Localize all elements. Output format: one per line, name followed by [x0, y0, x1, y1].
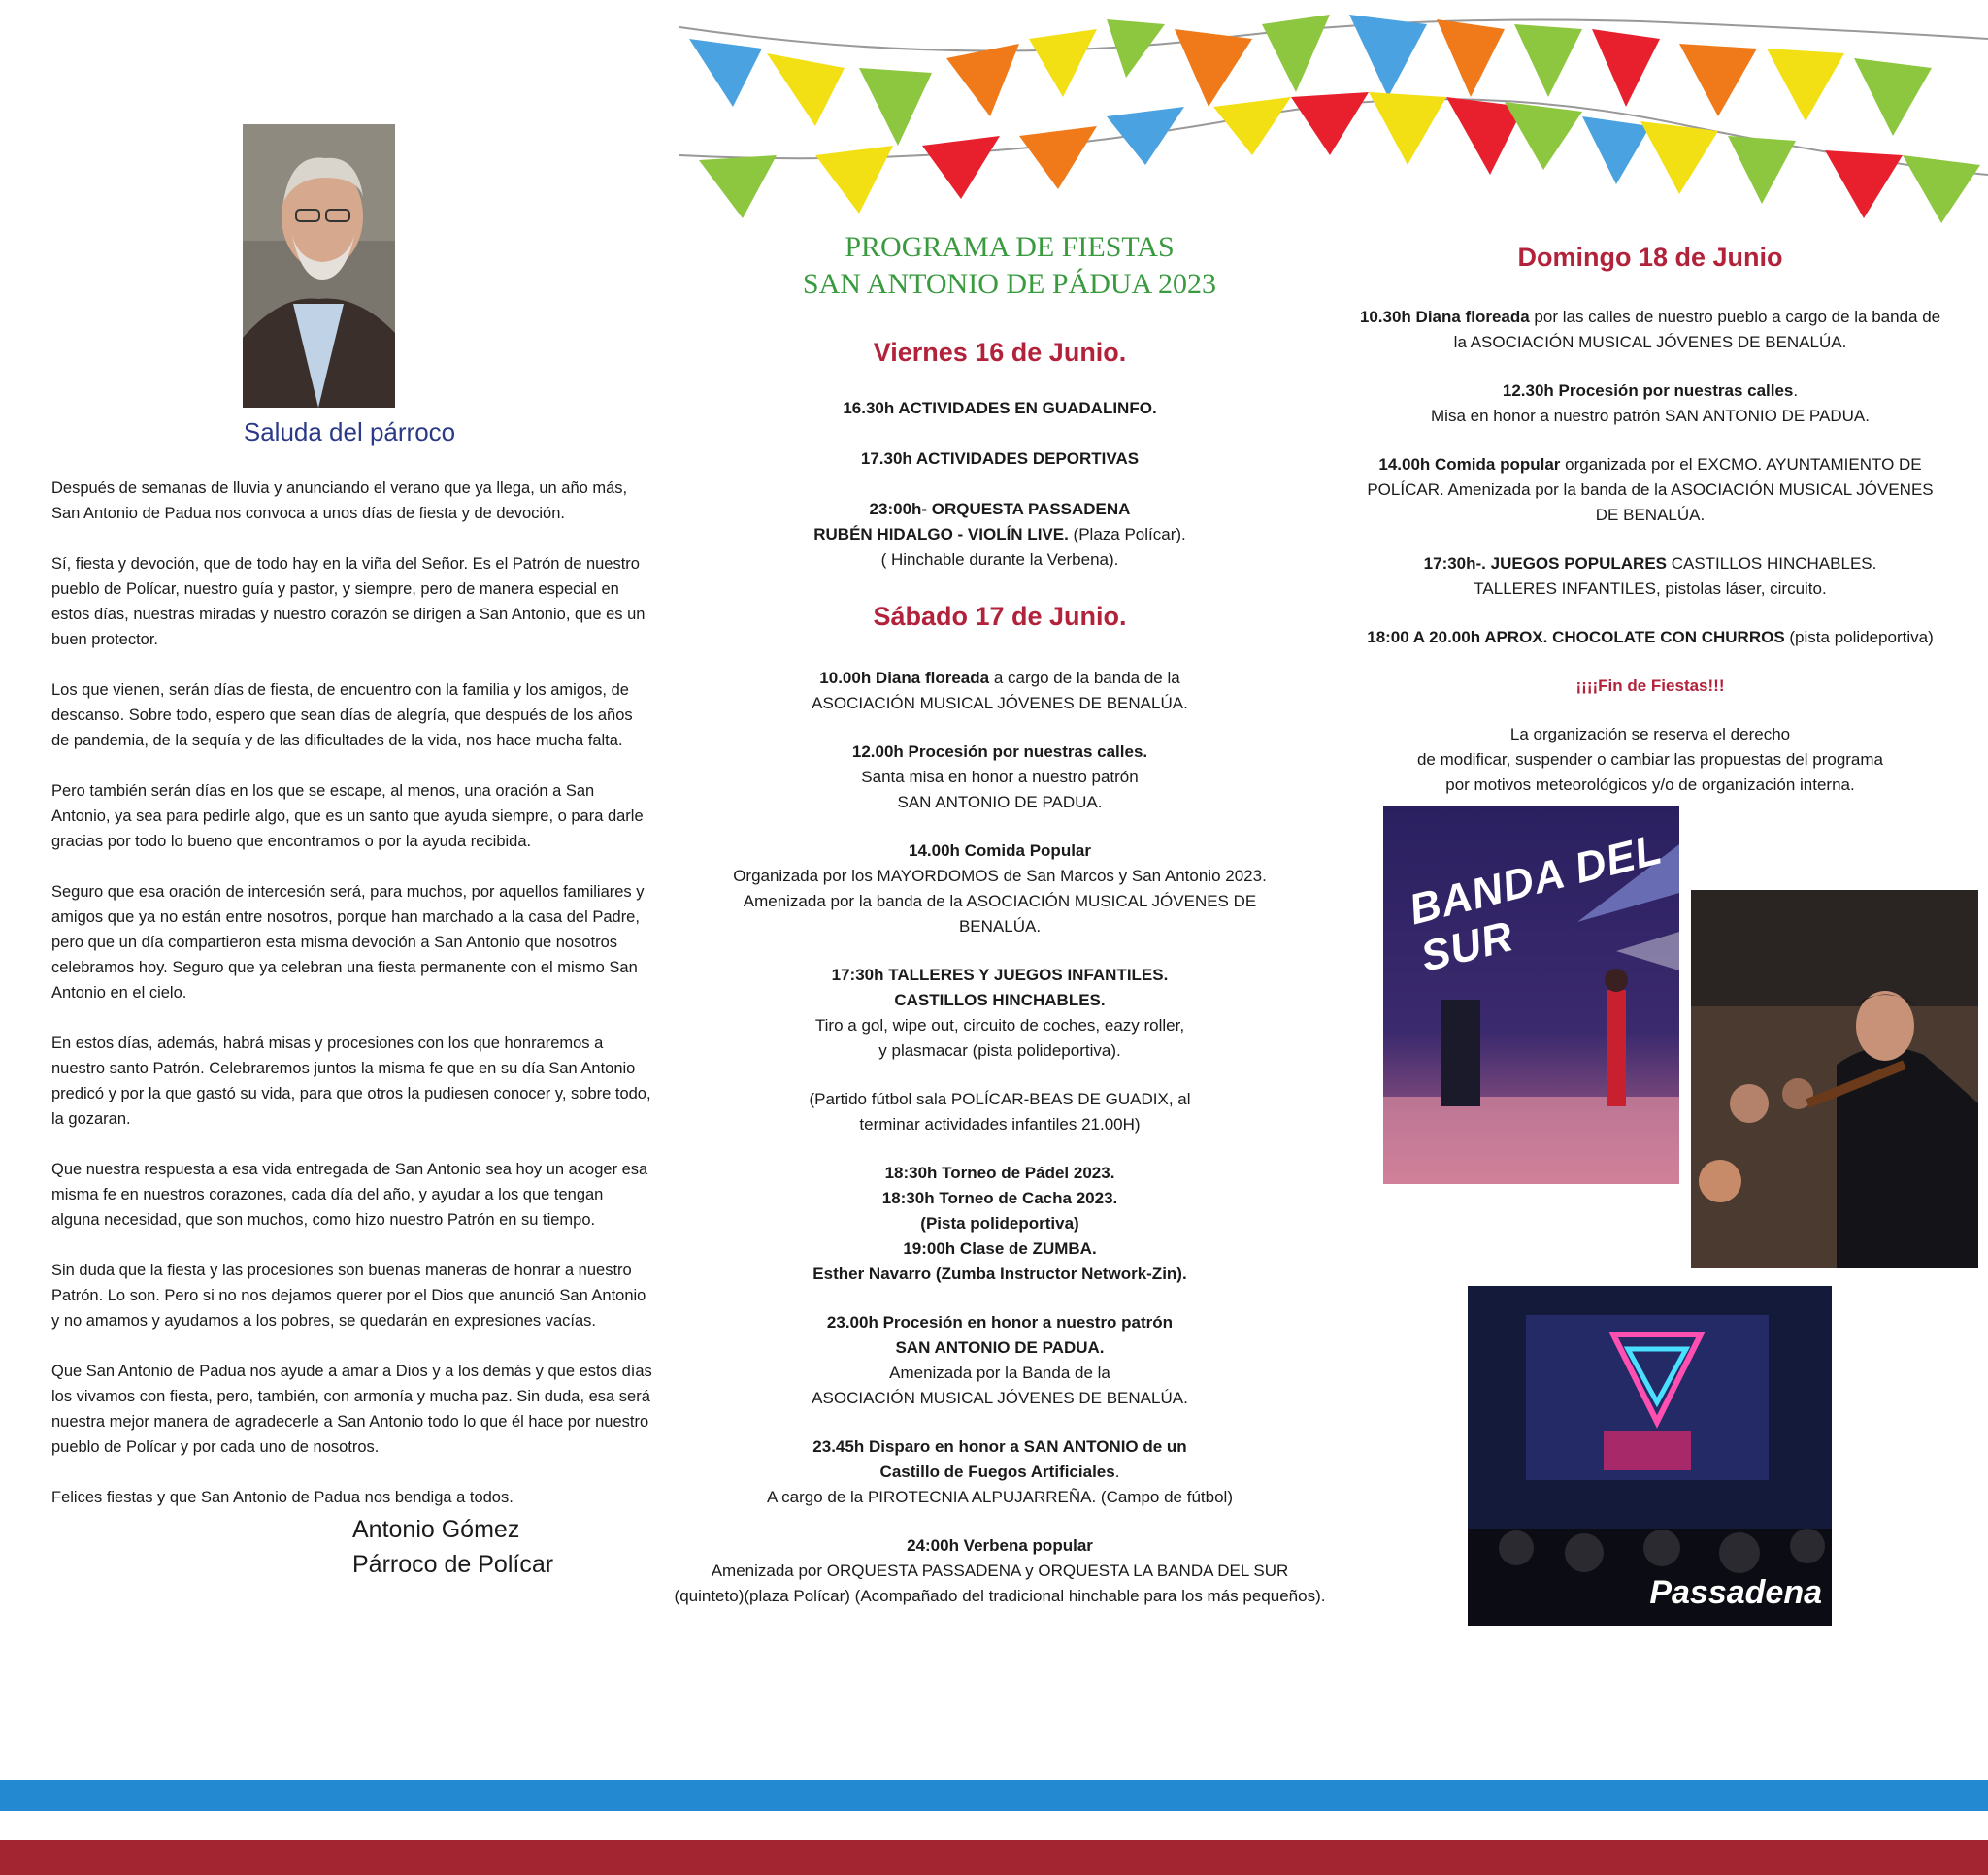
- friday-item-place: (Plaza Polícar).: [1068, 525, 1186, 543]
- sunday-item-detail: organizada por el EXCMO. AYUNTAMIENTO DE: [1560, 455, 1922, 474]
- fin-de-fiestas: ¡¡¡¡Fin de Fiestas!!!: [1575, 676, 1725, 695]
- saturday-item-detail: Organizada por los MAYORDOMOS de San Marcos y San Antonio 2023.: [733, 867, 1267, 885]
- saturday-item-detail: Tiro a gol, wipe out, circuito de coches, eazy roller,: [814, 1016, 1185, 1035]
- program-title-line1: PROGRAMA DE FIESTAS: [845, 231, 1175, 263]
- violin-player-photo: [1691, 890, 1978, 1268]
- saturday-item: CASTILLOS HINCHABLES.: [894, 991, 1106, 1009]
- sunday-item-detail: POLÍCAR. Amenizada por la banda de la ASOCIACIÓN MUSICAL JÓVENES: [1367, 480, 1934, 499]
- saturday-item: (Pista polideportiva): [920, 1214, 1079, 1233]
- friday-item: 23:00h- ORQUESTA PASSADENA: [869, 500, 1131, 518]
- saturday-item: 17:30h TALLERES Y JUEGOS INFANTILES.: [831, 966, 1169, 984]
- pennant-flags: [689, 15, 1980, 223]
- saturday-item-detail: (Partido fútbol sala POLÍCAR-BEAS DE GUADIX, al: [809, 1090, 1191, 1108]
- disclaimer-line: de modificar, suspender o cambiar las propuestas del programa: [1416, 750, 1884, 769]
- banda-del-sur-photo: [1383, 806, 1679, 1184]
- friday-schedule: [699, 396, 1301, 596]
- letter-paragraph: En estos días, además, habrá misas y procesiones con los que honraremos a nuestro santo Patrón. Celebraremos juntos la misma fe que en su día San Antonio predicó y por la que gastó su vida, para que otros la pudiesen conocer y, sobre todo, la gozaran.: [51, 1034, 651, 1128]
- saturday-item-detail: .: [1114, 1463, 1120, 1481]
- friday-item-note: ( Hinchable durante la Verbena).: [880, 550, 1119, 569]
- passadena-label: Passadena: [1649, 1574, 1822, 1611]
- saturday-item: 10.00h Diana floreada: [819, 669, 990, 687]
- sunday-item-detail: .: [1793, 381, 1799, 400]
- saturday-item-detail: Santa misa en honor a nuestro patrón: [861, 768, 1139, 786]
- priest-portrait: [243, 124, 395, 408]
- saluda-title: Saluda del párroco: [243, 417, 456, 446]
- signature-name: Antonio Gómez: [352, 1516, 520, 1543]
- footer-stripe-red: [0, 1840, 1988, 1875]
- friday-item: 16.30h ACTIVIDADES EN GUADALINFO.: [843, 399, 1157, 417]
- letter-paragraph: Seguro que esa oración de intercesión será, para muchos, por aquellos familiares y amigos que ya no están entre nosotros, porque han marchado a la casa del Padre, pero que un día compartieron esta misma devoción a San Antonio que nosotros celebramos hoy. Seguro que ya celebran una fiesta permanente con el mismo San Antonio en el cielo.: [51, 882, 645, 1002]
- letter-paragraph: Que nuestra respuesta a esa vida entregada de San Antonio sea hoy un acoger esa misma fe en nuestros corazones, cada día del año, y ayudar a los que tengan alguna necesidad, que son muchos, como hizo nuestro Patrón en su tiempo.: [51, 1160, 648, 1229]
- bunting-decoration: [670, 0, 1988, 233]
- saturday-heading: Sábado 17 de Junio.: [873, 602, 1127, 631]
- sunday-item: 17:30h-. JUEGOS POPULARES: [1423, 554, 1667, 573]
- sunday-item-detail: la ASOCIACIÓN MUSICAL JÓVENES DE BENALÚA.: [1453, 333, 1847, 351]
- saturday-item: 18:30h Torneo de Cacha 2023.: [881, 1189, 1118, 1207]
- saturday-item-detail: A cargo de la PIROTECNIA ALPUJARREÑA. (Campo de fútbol): [767, 1488, 1233, 1506]
- letter-paragraph: Sí, fiesta y devoción, que de todo hay en la viña del Señor. Es el Patrón de nuestro pueblo de Polícar, nuestro guía y pastor, y siempre, pero de manera especial en estos días, nuestras miradas y nuestro corazón se dirigen a San Antonio, que es un buen protector.: [51, 554, 646, 648]
- banda-del-sur-label: BANDA DEL SUR: [1404, 825, 1667, 981]
- saturday-item: Castillo de Fuegos Artificiales: [879, 1463, 1115, 1481]
- portrait-illustration: [243, 124, 395, 408]
- letter-paragraph: Los que vienen, serán días de fiesta, de encuentro con la familia y los amigos, de descanso. Sobre todo, espero que sean días de alegría, que después de los años de pandemia, de la sequía y de las dificultades de la vida, nos hace mucha falta.: [51, 680, 633, 749]
- saturday-item: 14.00h Comida Popular: [909, 841, 1091, 860]
- saturday-item: Esther Navarro (Zumba Instructor Network-Zin).: [812, 1265, 1187, 1283]
- sunday-item: 12.30h Procesión por nuestras calles: [1502, 381, 1794, 400]
- sunday-item-detail: CASTILLOS HINCHABLES.: [1667, 554, 1877, 573]
- saturday-item-detail: ASOCIACIÓN MUSICAL JÓVENES DE BENALÚA.: [812, 1389, 1188, 1407]
- priest-letter: [51, 476, 654, 1535]
- saturday-item: 18:30h Torneo de Pádel 2023.: [884, 1164, 1115, 1182]
- letter-paragraph: Después de semanas de lluvia y anunciando el verano que ya llega, un año más, San Antonio de Padua nos convoca a unos días de fiesta y de devoción.: [51, 478, 628, 522]
- sunday-item-detail: TALLERES INFANTILES, pistolas láser, circuito.: [1474, 579, 1827, 598]
- friday-item: 17.30h ACTIVIDADES DEPORTIVAS: [860, 449, 1140, 468]
- saturday-item: 19:00h Clase de ZUMBA.: [903, 1239, 1097, 1258]
- saturday-item: 23.00h Procesión en honor a nuestro patrón: [826, 1313, 1174, 1332]
- footer-stripe-blue: [0, 1780, 1988, 1811]
- saturday-item: 23.45h Disparo en honor a SAN ANTONIO de un: [812, 1437, 1187, 1456]
- saturday-item-detail: Amenizada por la Banda de la: [889, 1364, 1110, 1382]
- letter-paragraph: Pero también serán días en los que se escape, al menos, una oración a San Antonio, ya sea para pedirle algo, que es un santo que ayuda siempre, o para darle gracias por todo lo bueno que encontramos o por la ayuda recibida.: [51, 781, 644, 850]
- disclaimer-line: La organización se reserva el derecho: [1509, 725, 1791, 743]
- letter-paragraph: Sin duda que la fiesta y las procesiones son buenas maneras de honrar a nuestro Patrón. Lo son. Pero si no nos dejamos querer por el Dios que anunció San Antonio y no amamos y ayudamos a los pobres, se quedarán en expresiones vacías.: [51, 1261, 646, 1330]
- saturday-item-detail: terminar actividades infantiles 21.00H): [859, 1115, 1141, 1134]
- saturday-schedule: [674, 666, 1326, 1632]
- saturday-item-detail: Amenizada por la banda de la ASOCIACIÓN MUSICAL JÓVENES DE: [743, 892, 1257, 910]
- program-title-line2: SAN ANTONIO DE PÁDUA 2023: [802, 268, 1217, 300]
- saturday-item: SAN ANTONIO DE PADUA.: [895, 1338, 1105, 1357]
- saturday-item-detail: BENALÚA.: [958, 917, 1042, 936]
- saturday-item-detail: a cargo de la banda de la: [989, 669, 1180, 687]
- sunday-item-detail: por las calles de nuestro pueblo a cargo de la banda de: [1529, 308, 1941, 326]
- friday-heading: Viernes 16 de Junio.: [873, 338, 1127, 367]
- sunday-schedule: [1344, 305, 1956, 821]
- sunday-item-detail: Misa en honor a nuestro patrón SAN ANTONIO DE PADUA.: [1431, 407, 1870, 425]
- passadena-photo: [1468, 1286, 1832, 1626]
- saturday-item-detail: Amenizada por ORQUESTA PASSADENA y ORQUESTA LA BANDA DEL SUR: [711, 1562, 1289, 1580]
- letter-paragraph: Felices fiestas y que San Antonio de Padua nos bendiga a todos.: [51, 1488, 514, 1506]
- sunday-item: 18:00 A 20.00h APROX. CHOCOLATE CON CHURROS: [1367, 628, 1785, 646]
- sunday-item-detail: (pista polideportiva): [1784, 628, 1934, 646]
- letter-paragraph: Que San Antonio de Padua nos ayude a amar a Dios y a los demás y que estos días los vivamos con fiesta, pero, también, con armonía y mucha paz. Sin duda, esa será nuestra mejor manera de agradecerle a San Antonio todo lo que él hace por nuestro pueblo de Polícar y por cada uno de nosotros.: [51, 1362, 652, 1456]
- saturday-item-detail: SAN ANTONIO DE PADUA.: [897, 793, 1103, 811]
- sunday-item-detail: DE BENALÚA.: [1595, 506, 1706, 524]
- saturday-item: 24:00h Verbena popular: [907, 1536, 1093, 1555]
- saturday-item-detail: (quinteto)(plaza Polícar) (Acompañado del tradicional hinchable para los más pequeños).: [674, 1587, 1326, 1605]
- signature: [352, 1512, 644, 1582]
- saturday-item: 12.00h Procesión por nuestras calles.: [851, 742, 1148, 761]
- violin-performer-illustration: [1691, 890, 1978, 1268]
- saturday-item-detail: ASOCIACIÓN MUSICAL JÓVENES DE BENALÚA.: [812, 694, 1188, 712]
- saturday-item-detail: y plasmacar (pista polideportiva).: [878, 1041, 1121, 1060]
- disclaimer-line: por motivos meteorológicos y/o de organización interna.: [1445, 775, 1855, 794]
- sunday-item: 10.30h Diana floreada: [1359, 308, 1530, 326]
- friday-item: RUBÉN HIDALGO - VIOLÍN LIVE.: [813, 525, 1069, 543]
- sunday-item: 14.00h Comida popular: [1378, 455, 1561, 474]
- program-title: [767, 229, 1252, 303]
- sunday-heading: Domingo 18 de Junio: [1517, 243, 1783, 272]
- signature-role: Párroco de Polícar: [352, 1551, 554, 1578]
